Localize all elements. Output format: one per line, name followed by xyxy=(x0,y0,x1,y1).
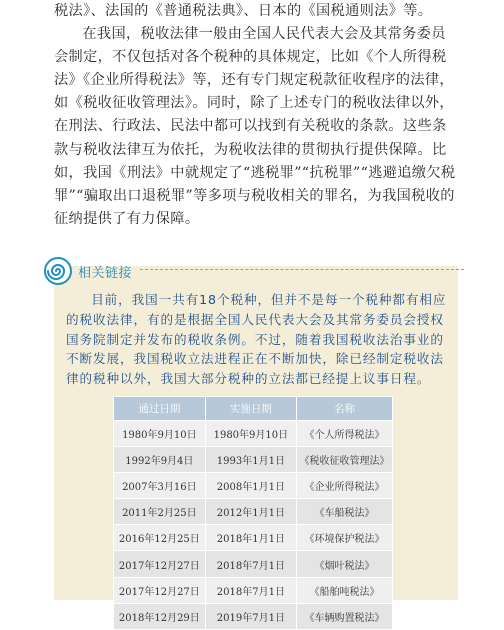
table-row xyxy=(114,499,393,525)
table-row xyxy=(114,473,393,499)
table-header-row xyxy=(114,397,393,421)
link-spiral-icon xyxy=(44,257,72,285)
passed-date-cell: 1992年9月4日 xyxy=(114,447,206,473)
table-row xyxy=(114,447,393,473)
body-text xyxy=(54,0,458,231)
effective-date-cell: 2008年1月1日 xyxy=(205,473,296,499)
table-row xyxy=(114,577,393,603)
effective-date-cell: 1993年1月1日 xyxy=(205,447,296,473)
effective-date-cell: 2018年7月1日 xyxy=(205,551,296,577)
passed-date-cell: 2017年12月27日 xyxy=(114,577,206,603)
related-paragraph-text: 目前，我国一共有18个税种，但并不是每一个税种都有相应的税收法律，有的是根据全国人民代表大会及其常务委员会授权国务院制定并发布的税收条例。不过，随着我国税收法治事业的不断发展，我国税收立法进程正在不断加快，除已经制定税收法律的税种以外，我国大部分税种的立法都已经提上议事日程。 xyxy=(66,292,447,387)
law-name-cell: 《企业所得税法》 xyxy=(297,473,393,499)
related-links-paragraph xyxy=(66,290,448,389)
law-name-cell: 《车辆购置税法》 xyxy=(297,603,393,629)
passed-date-cell: 2007年3月16日 xyxy=(114,473,206,499)
header-passed-date: 通过日期 xyxy=(114,397,206,421)
law-name-cell: 《环境保护税法》 xyxy=(297,525,393,551)
law-name-cell: 《船舶吨税法》 xyxy=(297,577,393,603)
law-name-cell: 《车船税法》 xyxy=(297,499,393,525)
related-links-header xyxy=(44,257,464,287)
table-row xyxy=(114,603,393,629)
related-links-title: 相关链接 xyxy=(78,266,133,281)
passed-date-cell: 2018年12月29日 xyxy=(114,603,206,629)
law-name-cell: 《税收征收管理法》 xyxy=(297,447,393,473)
passed-date-cell: 1980年9月10日 xyxy=(114,421,206,447)
body-paragraph: 在我国，税收法律一般由全国人民代表大会及其常务委员会制定，不仅包括对各个税种的具体规定，比如《个人所得税法》《企业所得税法》等，还有专门规定税款征收程序的法律，如《税收征收管理法》。同时，除了上述专门的税收法律以外，在刑法、行政法、民法中都可以找到有关税收的条款。这些条款与税收法律互为依托，为税收法律的贯彻执行提供保障。比如，我国《刑法》中就规定了“逃税罪”“抗税罪”“逃避追缴欠税罪”“骗取出口退税罪”等多项与税收相关的罪名，为我国税收的征纳提供了有力保障。 xyxy=(54,26,456,227)
law-name-cell: 《烟叶税法》 xyxy=(297,551,393,577)
effective-date-cell: 2012年1月1日 xyxy=(205,499,296,525)
table-row xyxy=(114,525,393,551)
law-name-cell: 《个人所得税法》 xyxy=(297,421,393,447)
passed-date-cell: 2011年2月25日 xyxy=(114,499,206,525)
effective-date-cell: 2018年1月1日 xyxy=(205,525,296,551)
passed-date-cell: 2016年12月25日 xyxy=(114,525,206,551)
tax-law-table xyxy=(113,396,393,630)
effective-date-cell: 2018年7月1日 xyxy=(205,577,296,603)
effective-date-cell: 1980年9月10日 xyxy=(205,421,296,447)
dashed-divider xyxy=(140,269,464,270)
passed-date-cell: 2017年12月27日 xyxy=(114,551,206,577)
body-line-continued: 税法》、法国的《普通税法典》、日本的《国税通则法》等。 xyxy=(54,3,433,19)
table-row xyxy=(114,421,393,447)
table-row xyxy=(114,551,393,577)
effective-date-cell: 2019年7月1日 xyxy=(205,603,296,629)
header-effective-date: 实施日期 xyxy=(205,397,296,421)
header-law-name: 名称 xyxy=(297,397,393,421)
